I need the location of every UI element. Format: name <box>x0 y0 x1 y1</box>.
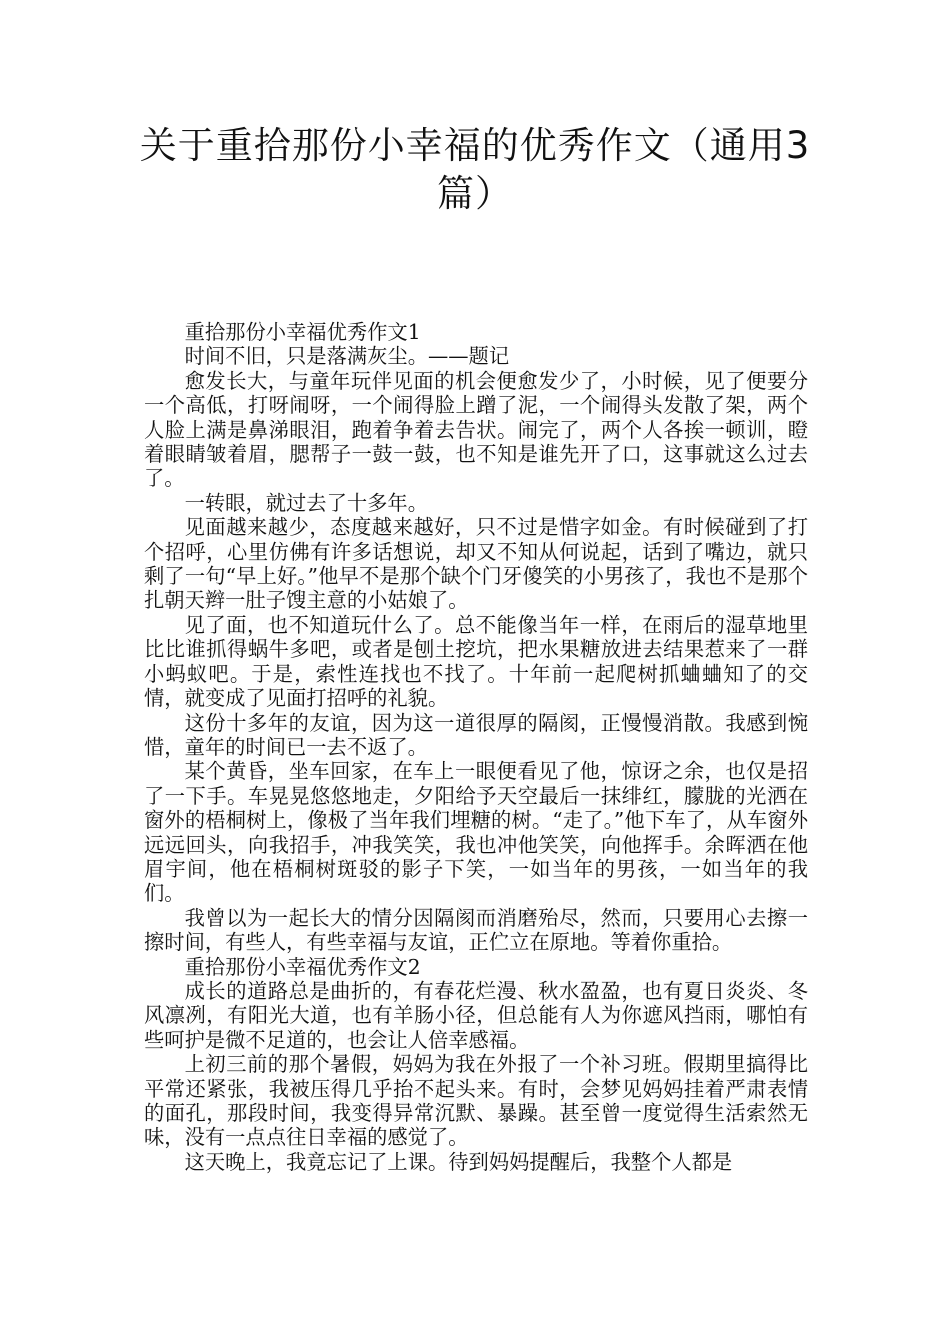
section-heading-2: 重拾那份小幸福优秀作文2 <box>184 954 421 979</box>
document-title: 关于重拾那份小幸福的优秀作文（通用3篇） <box>139 124 811 215</box>
paragraph: 一转眼，就过去了十多年。 <box>184 490 428 515</box>
section-heading-1: 重拾那份小幸福优秀作文1 <box>184 320 421 344</box>
paragraph: 这份十多年的友谊，因为这一道很厚的隔阂，正慢慢消散。我感到惋惜，童年的时间已一去不返了。 <box>144 710 808 759</box>
paragraph: 我曾以为一起长大的情分因隔阂而消磨殆尽，然而，只要用心去擦一擦时间，有些人，有些幸福与友谊，正伫立在原地。等着你重拾。 <box>144 905 808 955</box>
document-body <box>144 320 808 1174</box>
epigraph: 时间不旧，只是落满灰尘。——题记 <box>184 344 510 369</box>
paragraph: 上初三前的那个暑假，妈妈为我在外报了一个补习班。假期里搞得比平常还紧张，我被压得几乎抬不起头来。有时，会梦见妈妈挂着严肃表情的面孔，那段时间，我变得异常沉默、暴躁。甚至曾一度觉得生活索然无味，没有一点点往日幸福的感觉了。 <box>144 1052 808 1150</box>
paragraph: 成长的道路总是曲折的，有春花烂漫、秋水盈盈，也有夏日炎炎、冬风凛冽，有阳光大道，也有羊肠小径，但总能有人为你遮风挡雨，哪怕有些呵护是微不足道的，也会让人倍幸感福。 <box>144 978 808 1052</box>
paragraph: 愈发长大，与童年玩伴见面的机会便愈发少了，小时候，见了便要分一个高低，打呀闹呀，一个闹得脸上蹭了泥，一个闹得头发散了架，两个人脸上满是鼻涕眼泪，跑着争着去告状。闹完了，两个人各挨一顿训，瞪着眼睛皱着眉，腮帮子一鼓一鼓，也不知是谁先开了口，这事就这么过去了。 <box>144 368 808 491</box>
paragraph: 这天晚上，我竟忘记了上课。待到妈妈提醒后，我整个人都是 <box>184 1149 733 1174</box>
paragraph: 见了面，也不知道玩什么了。总不能像当年一样，在雨后的湿草地里比比谁抓得蜗牛多吧，或者是刨土挖坑，把水果糖放进去结果惹来了一群小蚂蚁吧。于是，索性连找也不找了。十年前一起爬树抓蛐蛐知了的交情，就变成了见面打招呼的礼貌。 <box>144 612 808 711</box>
paragraph: 某个黄昏，坐车回家，在车上一眼便看见了他，惊讶之余，也仅是招了一下手。车晃晃悠悠地走，夕阳给予天空最后一抹绯红，朦胧的光洒在窗外的梧桐树上，像极了当年我们埋糖的树。“走了。”他下车了，从车窗外远远回头，向我招手，冲我笑笑，我也冲他笑笑，向他挥手。余晖洒在他眉宇间，他在梧桐树斑驳的影子下笑，一如当年的男孩，一如当年的我们。 <box>144 759 808 906</box>
paragraph: 见面越来越少，态度越来越好，只不过是惜字如金。有时候碰到了打个招呼，心里仿佛有许多话想说，却又不知从何说起，话到了嘴边，就只剩了一句“早上好。”他早不是那个缺个门牙傻笑的小男孩了，我也不是那个扎朝天辫一肚子馊主意的小姑娘了。 <box>144 515 808 613</box>
